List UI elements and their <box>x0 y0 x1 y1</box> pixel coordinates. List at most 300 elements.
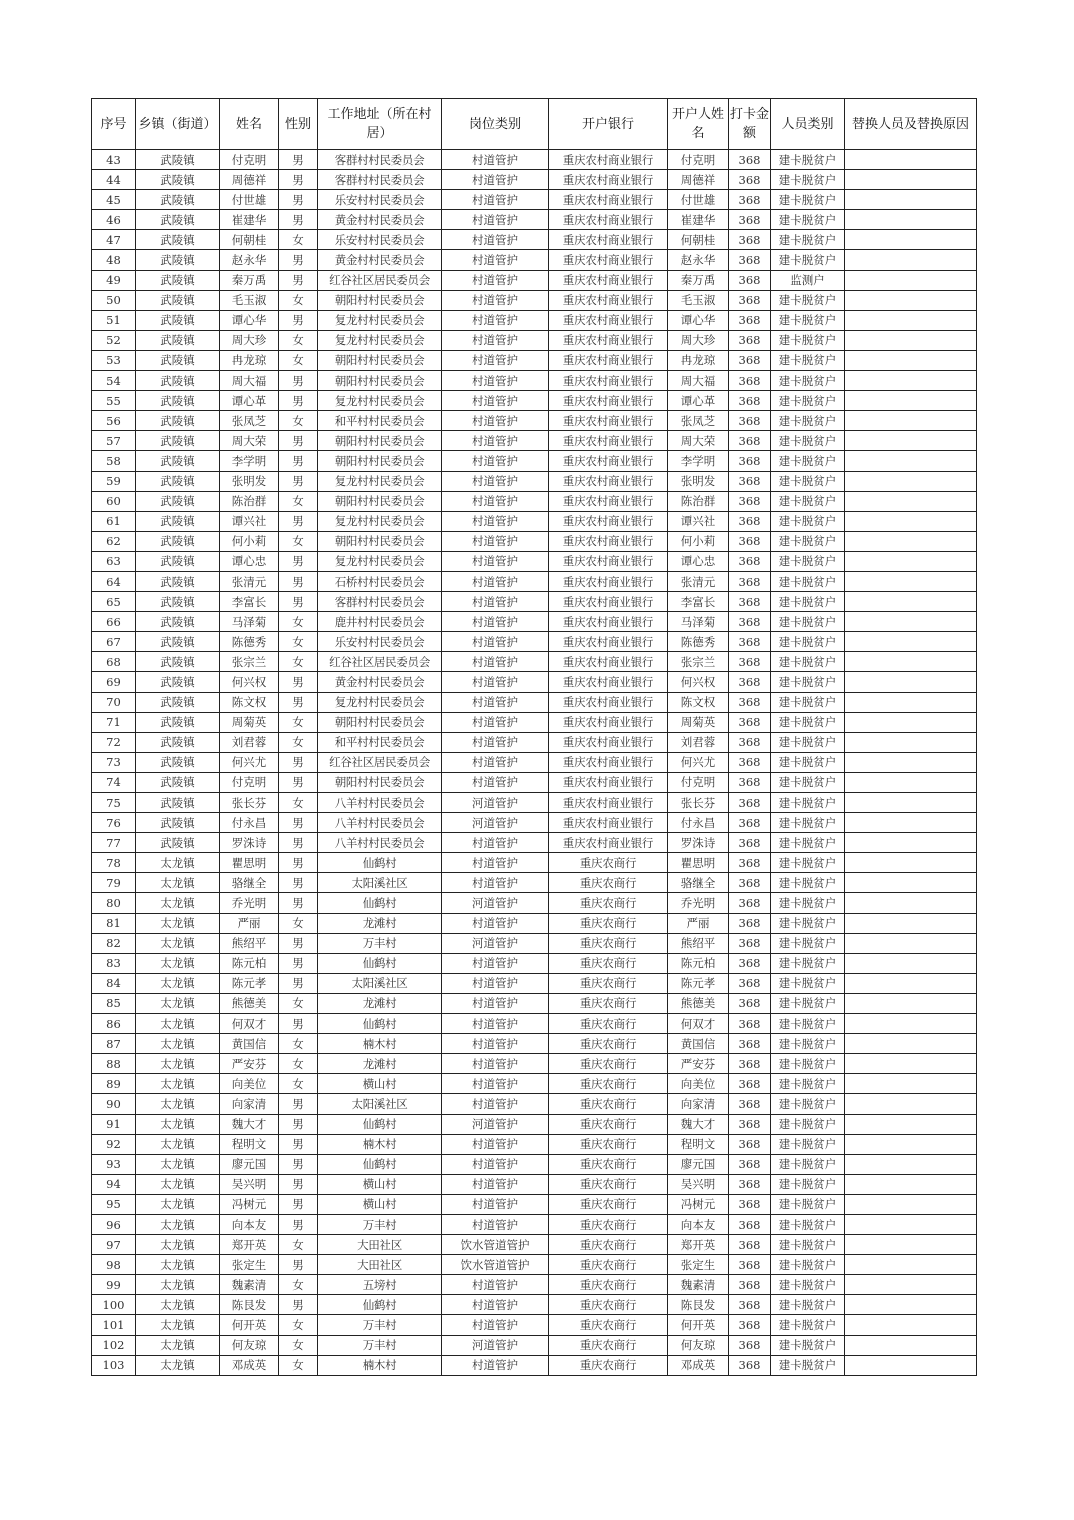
table-row <box>92 551 977 571</box>
cell-name: 李富长 <box>220 592 279 612</box>
cell-gender: 男 <box>279 1094 318 1114</box>
table-row <box>92 853 977 873</box>
cell-work-address: 万丰村 <box>318 1315 442 1335</box>
cell-person-category: 建卡脱贫户 <box>771 1315 845 1335</box>
cell-work-address: 朝阳村村民委员会 <box>318 350 442 370</box>
cell-index: 97 <box>92 1235 136 1255</box>
cell-amount: 368 <box>729 913 771 933</box>
cell-replacement <box>845 933 977 953</box>
cell-replacement <box>845 1154 977 1174</box>
cell-person-category: 建卡脱贫户 <box>771 652 845 672</box>
cell-work-address: 复龙村村民委员会 <box>318 471 442 491</box>
header-index: 序号 <box>92 99 136 150</box>
cell-amount: 368 <box>729 170 771 190</box>
cell-amount: 368 <box>729 1114 771 1134</box>
cell-index: 75 <box>92 793 136 813</box>
cell-replacement <box>845 712 977 732</box>
cell-account-holder: 陈文权 <box>668 692 729 712</box>
table-row <box>92 1295 977 1315</box>
cell-index: 100 <box>92 1295 136 1315</box>
cell-name: 陈元孝 <box>220 973 279 993</box>
cell-bank: 重庆农村商业银行 <box>549 350 668 370</box>
cell-town: 武陵镇 <box>136 491 220 511</box>
cell-replacement <box>845 1174 977 1194</box>
cell-town: 武陵镇 <box>136 511 220 531</box>
cell-gender: 男 <box>279 511 318 531</box>
cell-post-type: 村道管护 <box>442 551 549 571</box>
cell-account-holder: 何开英 <box>668 1315 729 1335</box>
cell-town: 武陵镇 <box>136 652 220 672</box>
table-row <box>92 270 977 290</box>
cell-replacement <box>845 1134 977 1154</box>
cell-name: 谭兴社 <box>220 511 279 531</box>
cell-name: 赵永华 <box>220 250 279 270</box>
cell-replacement <box>845 1054 977 1074</box>
cell-replacement <box>845 190 977 210</box>
cell-town: 太龙镇 <box>136 953 220 973</box>
cell-town: 太龙镇 <box>136 893 220 913</box>
table-row <box>92 1355 977 1375</box>
cell-amount: 368 <box>729 953 771 973</box>
cell-amount: 368 <box>729 1214 771 1234</box>
cell-replacement <box>845 632 977 652</box>
table-row <box>92 170 977 190</box>
cell-post-type: 河道管护 <box>442 933 549 953</box>
cell-amount: 368 <box>729 612 771 632</box>
cell-bank: 重庆农村商业银行 <box>549 471 668 491</box>
cell-index: 71 <box>92 712 136 732</box>
cell-bank: 重庆农村商业银行 <box>549 833 668 853</box>
cell-bank: 重庆农商行 <box>549 1194 668 1214</box>
header-replacement: 替换人员及替换原因 <box>845 99 977 150</box>
cell-account-holder: 邓成英 <box>668 1355 729 1375</box>
cell-name: 周菊英 <box>220 712 279 732</box>
cell-account-holder: 张明发 <box>668 471 729 491</box>
cell-name: 何兴权 <box>220 672 279 692</box>
cell-person-category: 建卡脱贫户 <box>771 1355 845 1375</box>
cell-work-address: 万丰村 <box>318 1335 442 1355</box>
cell-bank: 重庆农商行 <box>549 1134 668 1154</box>
table-row <box>92 431 977 451</box>
cell-replacement <box>845 1094 977 1114</box>
cell-person-category: 建卡脱贫户 <box>771 230 845 250</box>
cell-amount: 368 <box>729 652 771 672</box>
cell-town: 武陵镇 <box>136 270 220 290</box>
cell-person-category: 建卡脱贫户 <box>771 1134 845 1154</box>
cell-replacement <box>845 1074 977 1094</box>
cell-post-type: 村道管护 <box>442 350 549 370</box>
cell-account-holder: 何小莉 <box>668 531 729 551</box>
cell-amount: 368 <box>729 431 771 451</box>
cell-work-address: 八羊村村民委员会 <box>318 793 442 813</box>
cell-name: 何开英 <box>220 1315 279 1335</box>
cell-account-holder: 熊绍平 <box>668 933 729 953</box>
table-row <box>92 1194 977 1214</box>
cell-index: 59 <box>92 471 136 491</box>
cell-person-category: 建卡脱贫户 <box>771 813 845 833</box>
cell-account-holder: 瞿思明 <box>668 853 729 873</box>
cell-account-holder: 崔建华 <box>668 210 729 230</box>
cell-gender: 女 <box>279 1355 318 1375</box>
cell-person-category: 建卡脱贫户 <box>771 1054 845 1074</box>
cell-replacement <box>845 451 977 471</box>
cell-replacement <box>845 1335 977 1355</box>
cell-replacement <box>845 1114 977 1134</box>
cell-gender: 女 <box>279 350 318 370</box>
cell-person-category: 建卡脱贫户 <box>771 712 845 732</box>
cell-work-address: 五塝村 <box>318 1275 442 1295</box>
cell-town: 武陵镇 <box>136 471 220 491</box>
cell-gender: 男 <box>279 752 318 772</box>
cell-name: 陈治群 <box>220 491 279 511</box>
cell-post-type: 村道管护 <box>442 692 549 712</box>
cell-name: 张长芬 <box>220 793 279 813</box>
cell-amount: 368 <box>729 551 771 571</box>
cell-replacement <box>845 290 977 310</box>
cell-amount: 368 <box>729 1134 771 1154</box>
cell-gender: 男 <box>279 873 318 893</box>
cell-name: 严丽 <box>220 913 279 933</box>
cell-name: 瞿思明 <box>220 853 279 873</box>
cell-post-type: 村道管护 <box>442 170 549 190</box>
cell-post-type: 村道管护 <box>442 612 549 632</box>
cell-bank: 重庆农商行 <box>549 1174 668 1194</box>
cell-bank: 重庆农村商业银行 <box>549 652 668 672</box>
cell-amount: 368 <box>729 1074 771 1094</box>
cell-amount: 368 <box>729 632 771 652</box>
cell-post-type: 村道管护 <box>442 732 549 752</box>
cell-index: 52 <box>92 330 136 350</box>
cell-work-address: 鹿井村村民委员会 <box>318 612 442 632</box>
cell-bank: 重庆农村商业银行 <box>549 712 668 732</box>
cell-work-address: 万丰村 <box>318 1214 442 1234</box>
header-amount: 打卡金额 <box>729 99 771 150</box>
cell-work-address: 黄金村村民委员会 <box>318 210 442 230</box>
cell-person-category: 建卡脱贫户 <box>771 170 845 190</box>
cell-post-type: 村道管护 <box>442 411 549 431</box>
cell-person-category: 建卡脱贫户 <box>771 471 845 491</box>
cell-name: 熊绍平 <box>220 933 279 953</box>
cell-index: 55 <box>92 391 136 411</box>
cell-person-category: 建卡脱贫户 <box>771 612 845 632</box>
cell-town: 武陵镇 <box>136 692 220 712</box>
cell-post-type: 村道管护 <box>442 993 549 1013</box>
cell-work-address: 客群村村民委员会 <box>318 150 442 170</box>
cell-post-type: 村道管护 <box>442 1014 549 1034</box>
cell-account-holder: 付世雄 <box>668 190 729 210</box>
cell-post-type: 河道管护 <box>442 793 549 813</box>
cell-index: 69 <box>92 672 136 692</box>
table-row <box>92 1174 977 1194</box>
cell-bank: 重庆农商行 <box>549 973 668 993</box>
cell-gender: 男 <box>279 310 318 330</box>
cell-post-type: 村道管护 <box>442 1295 549 1315</box>
cell-index: 90 <box>92 1094 136 1114</box>
table-row <box>92 913 977 933</box>
cell-work-address: 黄金村村民委员会 <box>318 672 442 692</box>
cell-bank: 重庆农村商业银行 <box>549 571 668 591</box>
cell-replacement <box>845 833 977 853</box>
cell-account-holder: 魏大才 <box>668 1114 729 1134</box>
cell-bank: 重庆农村商业银行 <box>549 330 668 350</box>
cell-amount: 368 <box>729 933 771 953</box>
cell-amount: 368 <box>729 371 771 391</box>
cell-account-holder: 毛玉淑 <box>668 290 729 310</box>
cell-amount: 368 <box>729 1174 771 1194</box>
cell-post-type: 河道管护 <box>442 893 549 913</box>
cell-person-category: 监测户 <box>771 270 845 290</box>
table-header <box>92 99 977 150</box>
cell-town: 太龙镇 <box>136 1235 220 1255</box>
cell-name: 陈文权 <box>220 692 279 712</box>
cell-work-address: 朝阳村村民委员会 <box>318 531 442 551</box>
cell-index: 93 <box>92 1154 136 1174</box>
cell-person-category: 建卡脱贫户 <box>771 571 845 591</box>
cell-town: 武陵镇 <box>136 732 220 752</box>
cell-account-holder: 周大荣 <box>668 431 729 451</box>
cell-amount: 368 <box>729 793 771 813</box>
table-row <box>92 873 977 893</box>
cell-bank: 重庆农村商业银行 <box>549 813 668 833</box>
cell-replacement <box>845 772 977 792</box>
cell-bank: 重庆农村商业银行 <box>549 230 668 250</box>
cell-amount: 368 <box>729 310 771 330</box>
cell-account-holder: 付永昌 <box>668 813 729 833</box>
cell-account-holder: 向本友 <box>668 1214 729 1234</box>
cell-account-holder: 周德祥 <box>668 170 729 190</box>
cell-gender: 男 <box>279 431 318 451</box>
cell-amount: 368 <box>729 732 771 752</box>
cell-index: 68 <box>92 652 136 672</box>
cell-post-type: 村道管护 <box>442 853 549 873</box>
cell-index: 101 <box>92 1315 136 1335</box>
table-row <box>92 933 977 953</box>
cell-amount: 368 <box>729 752 771 772</box>
cell-index: 76 <box>92 813 136 833</box>
cell-bank: 重庆农村商业银行 <box>549 592 668 612</box>
cell-bank: 重庆农村商业银行 <box>549 391 668 411</box>
cell-account-holder: 何友琼 <box>668 1335 729 1355</box>
cell-amount: 368 <box>729 893 771 913</box>
cell-work-address: 太阳溪社区 <box>318 1094 442 1114</box>
cell-replacement <box>845 1034 977 1054</box>
cell-town: 太龙镇 <box>136 973 220 993</box>
cell-index: 57 <box>92 431 136 451</box>
cell-name: 付克明 <box>220 150 279 170</box>
cell-town: 武陵镇 <box>136 350 220 370</box>
cell-work-address: 仙鹤村 <box>318 1154 442 1174</box>
cell-town: 武陵镇 <box>136 150 220 170</box>
cell-amount: 368 <box>729 230 771 250</box>
table-row <box>92 290 977 310</box>
cell-town: 武陵镇 <box>136 772 220 792</box>
cell-town: 武陵镇 <box>136 551 220 571</box>
cell-person-category: 建卡脱贫户 <box>771 511 845 531</box>
cell-name: 陈元柏 <box>220 953 279 973</box>
cell-name: 向美位 <box>220 1074 279 1094</box>
cell-gender: 女 <box>279 612 318 632</box>
cell-index: 58 <box>92 451 136 471</box>
cell-post-type: 村道管护 <box>442 150 549 170</box>
cell-name: 谭心华 <box>220 310 279 330</box>
cell-name: 张凤芝 <box>220 411 279 431</box>
cell-index: 98 <box>92 1255 136 1275</box>
cell-town: 武陵镇 <box>136 793 220 813</box>
cell-index: 70 <box>92 692 136 712</box>
cell-index: 87 <box>92 1034 136 1054</box>
cell-work-address: 仙鹤村 <box>318 953 442 973</box>
cell-gender: 男 <box>279 1295 318 1315</box>
header-account-holder: 开户人姓名 <box>668 99 729 150</box>
cell-bank: 重庆农商行 <box>549 893 668 913</box>
cell-replacement <box>845 973 977 993</box>
cell-name: 周德祥 <box>220 170 279 190</box>
table-row <box>92 833 977 853</box>
cell-amount: 368 <box>729 210 771 230</box>
cell-index: 99 <box>92 1275 136 1295</box>
cell-amount: 368 <box>729 973 771 993</box>
cell-gender: 女 <box>279 1235 318 1255</box>
cell-person-category: 建卡脱贫户 <box>771 1275 845 1295</box>
cell-person-category: 建卡脱贫户 <box>771 672 845 692</box>
cell-replacement <box>845 491 977 511</box>
cell-index: 62 <box>92 531 136 551</box>
cell-amount: 368 <box>729 1335 771 1355</box>
cell-replacement <box>845 1235 977 1255</box>
cell-post-type: 河道管护 <box>442 813 549 833</box>
cell-town: 太龙镇 <box>136 1255 220 1275</box>
cell-replacement <box>845 1255 977 1275</box>
cell-bank: 重庆农商行 <box>549 1335 668 1355</box>
cell-gender: 男 <box>279 210 318 230</box>
cell-person-category: 建卡脱贫户 <box>771 692 845 712</box>
cell-post-type: 村道管护 <box>442 1315 549 1335</box>
cell-person-category: 建卡脱贫户 <box>771 933 845 953</box>
table-row <box>92 250 977 270</box>
cell-bank: 重庆农商行 <box>549 1054 668 1074</box>
cell-amount: 368 <box>729 853 771 873</box>
cell-amount: 368 <box>729 1054 771 1074</box>
table-row <box>92 1034 977 1054</box>
cell-account-holder: 冉龙琼 <box>668 350 729 370</box>
cell-name: 何双才 <box>220 1014 279 1034</box>
cell-town: 武陵镇 <box>136 813 220 833</box>
cell-name: 刘君蓉 <box>220 732 279 752</box>
cell-account-holder: 冯树元 <box>668 1194 729 1214</box>
cell-index: 46 <box>92 210 136 230</box>
cell-person-category: 建卡脱贫户 <box>771 411 845 431</box>
cell-person-category: 建卡脱贫户 <box>771 1255 845 1275</box>
cell-replacement <box>845 1275 977 1295</box>
cell-index: 43 <box>92 150 136 170</box>
cell-work-address: 乐安村村民委员会 <box>318 230 442 250</box>
cell-person-category: 建卡脱贫户 <box>771 1154 845 1174</box>
cell-gender: 女 <box>279 330 318 350</box>
cell-gender: 女 <box>279 732 318 752</box>
cell-account-holder: 付克明 <box>668 772 729 792</box>
cell-person-category: 建卡脱贫户 <box>771 1235 845 1255</box>
cell-bank: 重庆农村商业银行 <box>549 270 668 290</box>
cell-work-address: 红谷社区居民委员会 <box>318 270 442 290</box>
cell-work-address: 横山村 <box>318 1194 442 1214</box>
cell-amount: 368 <box>729 1014 771 1034</box>
cell-post-type: 村道管护 <box>442 1154 549 1174</box>
cell-gender: 女 <box>279 411 318 431</box>
table-row <box>92 451 977 471</box>
table-row <box>92 1235 977 1255</box>
cell-town: 武陵镇 <box>136 330 220 350</box>
cell-work-address: 客群村村民委员会 <box>318 170 442 190</box>
header-name: 姓名 <box>220 99 279 150</box>
cell-work-address: 黄金村村民委员会 <box>318 250 442 270</box>
cell-gender: 女 <box>279 913 318 933</box>
cell-amount: 368 <box>729 571 771 591</box>
cell-replacement <box>845 953 977 973</box>
cell-amount: 368 <box>729 1154 771 1174</box>
table-row <box>92 371 977 391</box>
table-row <box>92 1255 977 1275</box>
cell-bank: 重庆农村商业银行 <box>549 170 668 190</box>
cell-work-address: 复龙村村民委员会 <box>318 310 442 330</box>
cell-work-address: 和平村村民委员会 <box>318 411 442 431</box>
cell-post-type: 饮水管道管护 <box>442 1235 549 1255</box>
cell-work-address: 大田社区 <box>318 1235 442 1255</box>
cell-bank: 重庆农村商业银行 <box>549 772 668 792</box>
cell-bank: 重庆农商行 <box>549 853 668 873</box>
cell-bank: 重庆农商行 <box>549 1114 668 1134</box>
cell-account-holder: 秦万禹 <box>668 270 729 290</box>
cell-person-category: 建卡脱贫户 <box>771 893 845 913</box>
cell-person-category: 建卡脱贫户 <box>771 310 845 330</box>
cell-bank: 重庆农商行 <box>549 1014 668 1034</box>
cell-town: 太龙镇 <box>136 873 220 893</box>
cell-town: 太龙镇 <box>136 1114 220 1134</box>
cell-town: 太龙镇 <box>136 1054 220 1074</box>
cell-person-category: 建卡脱贫户 <box>771 551 845 571</box>
cell-index: 67 <box>92 632 136 652</box>
cell-bank: 重庆农商行 <box>549 1235 668 1255</box>
table-row <box>92 1315 977 1335</box>
cell-account-holder: 严丽 <box>668 913 729 933</box>
cell-replacement <box>845 371 977 391</box>
cell-gender: 男 <box>279 772 318 792</box>
cell-work-address: 横山村 <box>318 1074 442 1094</box>
cell-amount: 368 <box>729 471 771 491</box>
cell-town: 武陵镇 <box>136 391 220 411</box>
cell-replacement <box>845 391 977 411</box>
cell-town: 武陵镇 <box>136 752 220 772</box>
table-row <box>92 1275 977 1295</box>
cell-bank: 重庆农村商业银行 <box>549 431 668 451</box>
cell-gender: 男 <box>279 692 318 712</box>
cell-replacement <box>845 531 977 551</box>
cell-town: 武陵镇 <box>136 411 220 431</box>
cell-account-holder: 严安芬 <box>668 1054 729 1074</box>
cell-name: 崔建华 <box>220 210 279 230</box>
cell-gender: 男 <box>279 571 318 591</box>
cell-town: 太龙镇 <box>136 913 220 933</box>
cell-bank: 重庆农村商业银行 <box>549 190 668 210</box>
cell-replacement <box>845 571 977 591</box>
cell-account-holder: 熊德美 <box>668 993 729 1013</box>
cell-gender: 男 <box>279 1194 318 1214</box>
cell-amount: 368 <box>729 672 771 692</box>
cell-post-type: 村道管护 <box>442 1214 549 1234</box>
cell-name: 张明发 <box>220 471 279 491</box>
cell-replacement <box>845 471 977 491</box>
cell-amount: 368 <box>729 1255 771 1275</box>
cell-work-address: 朝阳村村民委员会 <box>318 491 442 511</box>
